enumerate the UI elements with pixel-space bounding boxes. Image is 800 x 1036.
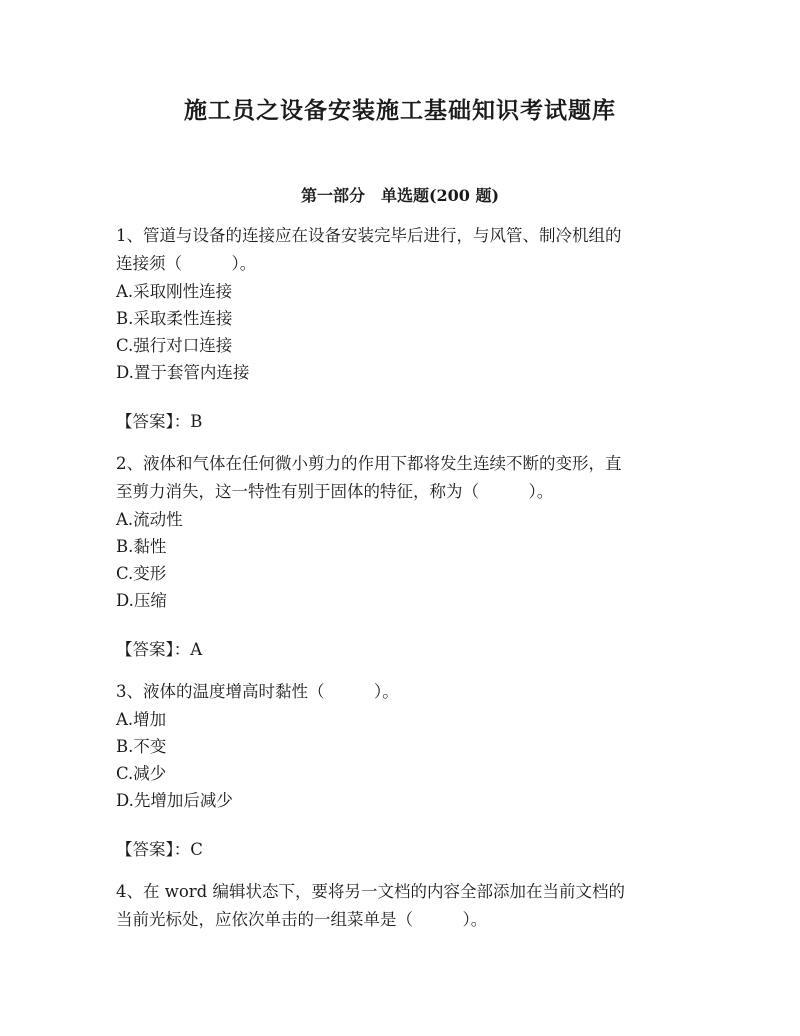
question-list bbox=[116, 222, 686, 934]
option-d: D.置于套管内连接 bbox=[116, 363, 250, 382]
option-d: D.压缩 bbox=[116, 591, 167, 610]
question-stem: 2、液体和气体在任何微小剪力的作用下都将发生连续不断的变形，直 bbox=[116, 454, 622, 473]
option-c: C.变形 bbox=[116, 564, 167, 583]
option-c: C.强行对口连接 bbox=[116, 336, 233, 355]
answer: 【答案】：A bbox=[116, 640, 203, 659]
question-stem-continued: 至剪力消失，这一特性有别于固体的特征，称为（ ）。 bbox=[116, 482, 554, 501]
question-4 bbox=[116, 878, 686, 934]
option-d: D.先增加后减少 bbox=[116, 791, 233, 810]
option-c: C.减少 bbox=[116, 764, 167, 783]
option-a: A.流动性 bbox=[116, 510, 183, 529]
document-title: 施工员之设备安装施工基础知识考试题库 bbox=[184, 97, 616, 124]
section-title: 第一部分 单选题(200 题) bbox=[300, 186, 500, 205]
question-stem: 3、液体的温度增高时黏性（ ）。 bbox=[116, 682, 399, 701]
question-stem: 4、在 word 编辑状态下，要将另一文档的内容全部添加在当前文档的 bbox=[116, 882, 625, 901]
question-stem-continued: 当前光标处，应依次单击的一组菜单是（ ）。 bbox=[116, 910, 488, 929]
option-a: A.采取刚性连接 bbox=[116, 282, 233, 301]
option-b: B.不变 bbox=[116, 737, 167, 756]
question-2 bbox=[116, 450, 686, 664]
question-stem-continued: 连接须（ ）。 bbox=[116, 254, 257, 273]
answer: 【答案】：C bbox=[116, 840, 203, 859]
answer: 【答案】：B bbox=[116, 412, 203, 431]
question-1 bbox=[116, 222, 686, 436]
question-3 bbox=[116, 678, 686, 864]
option-b: B.采取柔性连接 bbox=[116, 309, 233, 328]
option-b: B.黏性 bbox=[116, 537, 167, 556]
question-stem: 1、管道与设备的连接应在设备安装完毕后进行，与风管、制冷机组的 bbox=[116, 226, 622, 245]
option-a: A.增加 bbox=[116, 710, 167, 729]
